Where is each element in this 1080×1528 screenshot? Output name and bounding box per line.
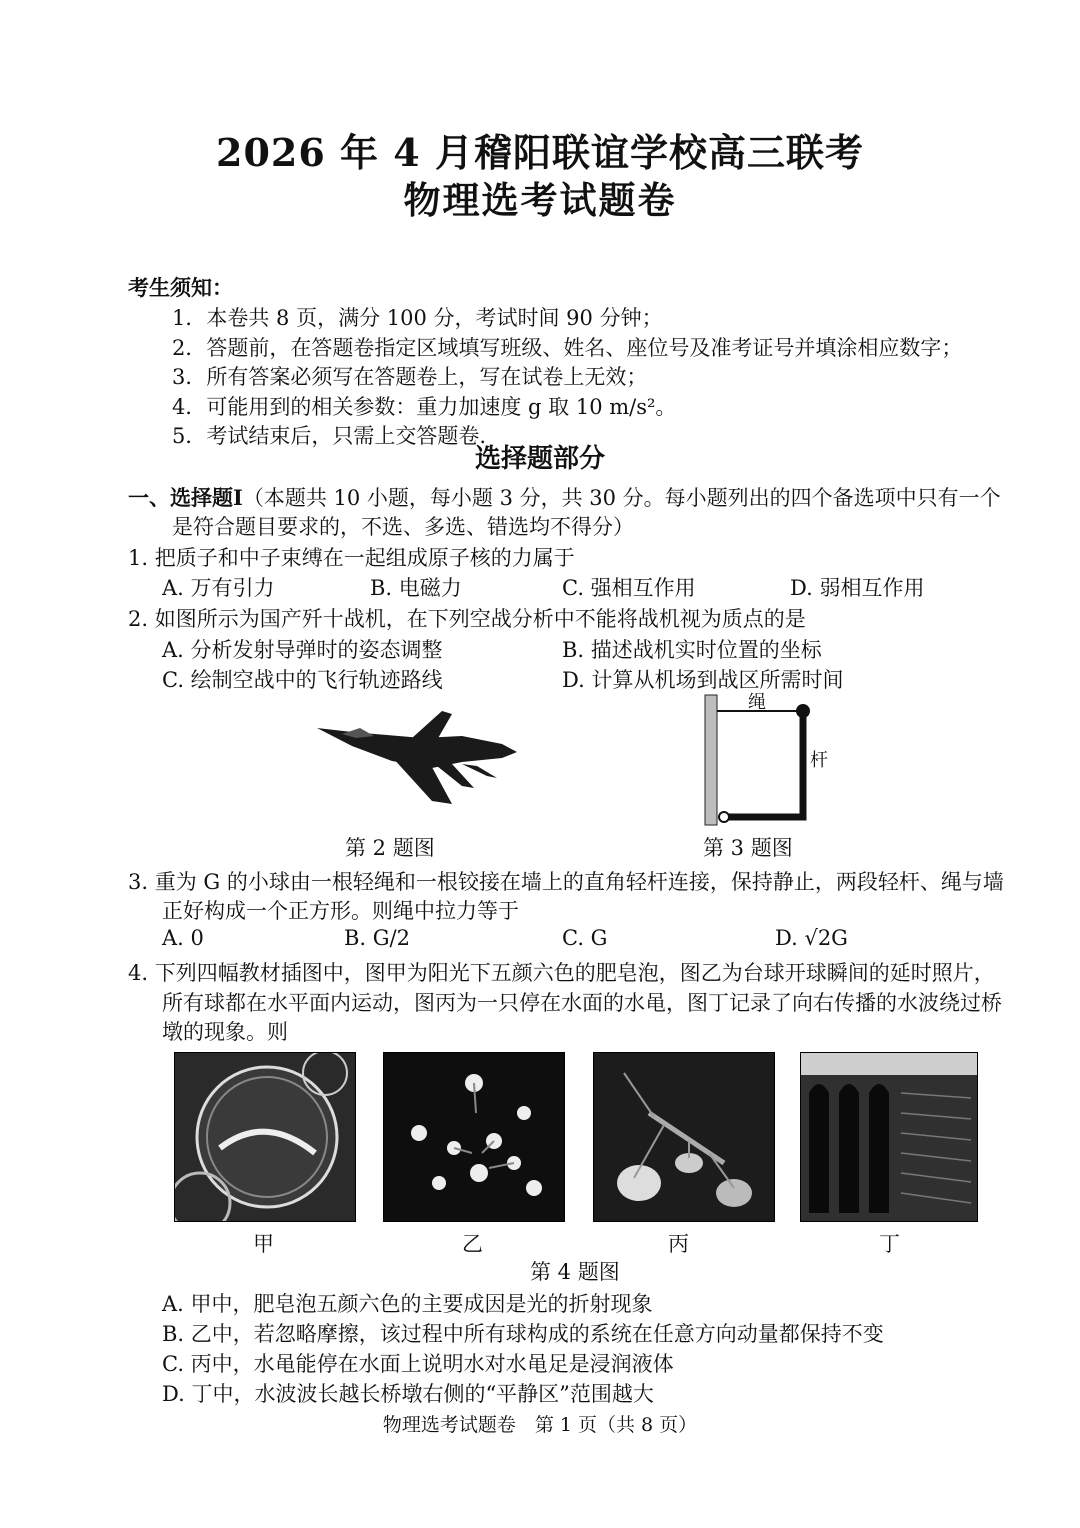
notice-heading: 考生须知： bbox=[128, 275, 233, 300]
question-4-stem-1: 4. 下列四幅教材插图中，图甲为阳光下五颜六色的肥皂泡，图乙为台球开球瞬间的延时照片， bbox=[128, 961, 995, 985]
fighter-jet-figure bbox=[312, 706, 522, 816]
part-desc: （本题共 10 小题，每小题 3 分，共 30 分。每小题列出的四个备选项中只有一个 bbox=[242, 486, 1001, 510]
image-label-ding: 丁 bbox=[879, 1232, 900, 1256]
part-header bbox=[128, 482, 1001, 512]
fig2-caption: 第 2 题图 bbox=[345, 836, 435, 860]
image-label-bing: 丙 bbox=[668, 1232, 689, 1256]
image-label-yi: 乙 bbox=[462, 1232, 483, 1256]
fig4-caption: 第 4 题图 bbox=[530, 1260, 620, 1284]
question-4-stem-2: 所有球都在水平面内运动，图丙为一只停在水面的水黾，图丁记录了向右传播的水波绕过桥 bbox=[162, 991, 1002, 1015]
q4-option-a: A. 甲中，肥皂泡五颜六色的主要成因是光的折射现象 bbox=[162, 1292, 653, 1316]
page-footer: 物理选考试题卷 第 1 页（共 8 页） bbox=[382, 1414, 698, 1436]
exam-subtitle: 物理选考试题卷 bbox=[403, 178, 677, 222]
q1-option-b: B. 电磁力 bbox=[370, 576, 462, 600]
bridge-pier-waves-image bbox=[800, 1052, 978, 1222]
rope-label: 绳 bbox=[748, 692, 766, 713]
q4-option-b: B. 乙中，若忽略摩擦，该过程中所有球构成的系统在任意方向动量都保持不变 bbox=[162, 1322, 884, 1346]
q4-option-c: C. 丙中，水黾能停在水面上说明水对水黾足是浸润液体 bbox=[162, 1352, 674, 1376]
notice-item: 4．可能用到的相关参数：重力加速度 g 取 10 m/s²。 bbox=[172, 395, 677, 419]
q2-option-d: D. 计算从机场到战区所需时间 bbox=[562, 668, 844, 692]
notice-item: 5．考试结束后，只需上交答题卷. bbox=[172, 424, 487, 448]
q1-option-a: A. 万有引力 bbox=[162, 576, 275, 600]
q1-option-c: C. 强相互作用 bbox=[562, 576, 696, 600]
ball bbox=[796, 704, 810, 718]
q2-option-a: A. 分析发射导弹时的姿态调整 bbox=[162, 638, 443, 662]
exam-title: 2026 年 4 月稽阳联谊学校高三联考 bbox=[216, 130, 864, 175]
q3-option-b: B. G/2 bbox=[344, 926, 410, 950]
q3-option-a: A. 0 bbox=[162, 926, 204, 950]
part-label: 一、选择题Ⅰ bbox=[128, 485, 243, 510]
part-desc-line2: 是符合题目要求的，不选、多选、错选均不得分） bbox=[172, 515, 634, 539]
jet-tail-fin bbox=[412, 711, 452, 740]
question-1-stem: 1. 把质子和中子束缚在一起组成原子核的力属于 bbox=[128, 546, 575, 570]
q2-option-c: C. 绘制空战中的飞行轨迹路线 bbox=[162, 668, 443, 692]
q1-option-d: D. 弱相互作用 bbox=[790, 576, 925, 600]
q4-option-d: D. 丁中，水波波长越长桥墩右侧的“平静区”范围越大 bbox=[162, 1382, 654, 1406]
image-label-jia: 甲 bbox=[253, 1232, 274, 1256]
q2-option-b: B. 描述战机实时位置的坐标 bbox=[562, 638, 822, 662]
jet-missile bbox=[462, 764, 497, 778]
question-4-stem-3: 墩的现象。则 bbox=[162, 1020, 288, 1044]
q3-option-d: D. √2G bbox=[775, 926, 848, 950]
soap-bubble-image bbox=[174, 1052, 356, 1222]
billiard-balls-image bbox=[383, 1052, 565, 1222]
notice-item: 3．所有答案必须写在答题卷上，写在试卷上无效； bbox=[172, 365, 648, 389]
notice-item: 2．答题前，在答题卷指定区域填写班级、姓名、座位号及准考证号并填涂相应数字； bbox=[172, 336, 963, 360]
notice-item: 1．本卷共 8 页，满分 100 分，考试时间 90 分钟； bbox=[172, 306, 663, 330]
rod-line bbox=[727, 715, 803, 817]
water-strider-image bbox=[593, 1052, 775, 1222]
wall bbox=[705, 695, 717, 825]
question-3-stem-2: 正好构成一个正方形。则绳中拉力等于 bbox=[162, 899, 519, 923]
hinge bbox=[719, 812, 729, 822]
question-3-stem-1: 3. 重为 G 的小球由一根轻绳和一根铰接在墙上的直角轻杆连接，保持静止，两段轻杆、绳与墙 bbox=[128, 870, 1004, 894]
rod-label: 杆 bbox=[810, 750, 828, 771]
fig3-caption: 第 3 题图 bbox=[703, 836, 793, 860]
section-title: 选择题部分 bbox=[474, 444, 605, 474]
q3-option-c: C. G bbox=[562, 926, 608, 950]
question-2-stem: 2. 如图所示为国产歼十战机，在下列空战分析中不能将战机视为质点的是 bbox=[128, 607, 806, 631]
